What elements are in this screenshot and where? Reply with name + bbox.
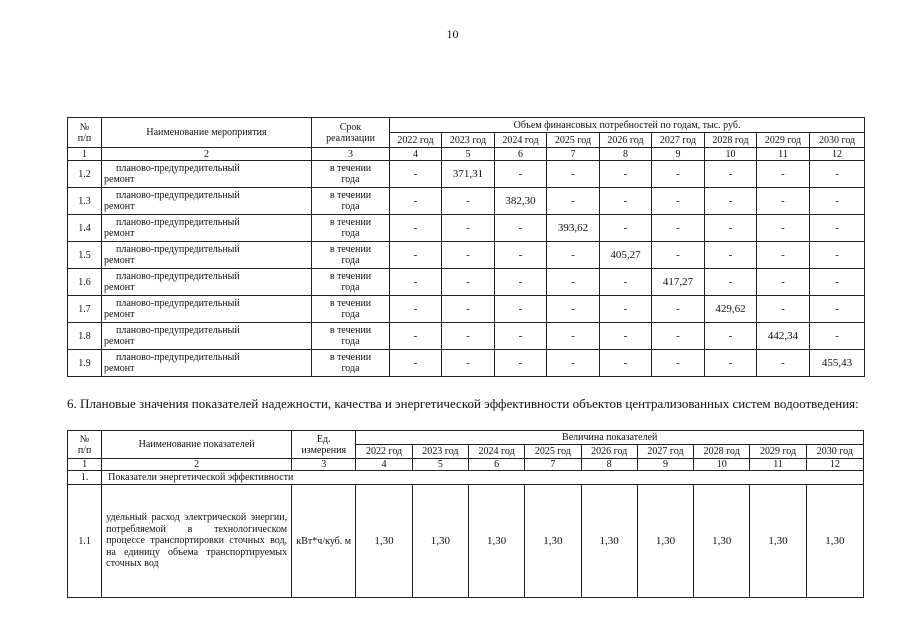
column-number: 10	[705, 148, 757, 161]
table-row	[68, 161, 865, 188]
event-name-line1: планово-предупредительный	[116, 298, 240, 309]
column-number: 9	[652, 148, 705, 161]
empty-value: -	[442, 296, 495, 323]
term-line1: в течении	[329, 298, 372, 309]
indicator-name: удельный расход электрической энергии, потребляемой в технологическом процессе транспортировки сточных вод, на единицу объема транспортируемых сточных вод	[102, 485, 292, 598]
event-name-line1: планово-предупредительный	[116, 190, 240, 201]
indicator-value: 1,30	[356, 485, 412, 598]
column-number: 4	[390, 148, 442, 161]
header-unit: Ед. измерения	[292, 431, 356, 459]
empty-value: -	[600, 215, 652, 242]
implementation-term	[312, 242, 390, 269]
empty-value: -	[390, 269, 442, 296]
indicator-value: 1,30	[581, 485, 637, 598]
term-line1: в течении	[329, 352, 372, 363]
row-num: 1.6	[68, 269, 102, 296]
event-name-line1: планово-предупредительный	[116, 163, 240, 174]
financial-value: 455,43	[810, 350, 865, 377]
implementation-term	[312, 215, 390, 242]
year-header: 2028 год	[694, 445, 750, 459]
empty-value: -	[547, 242, 600, 269]
year-header: 2023 год	[412, 445, 468, 459]
year-header: 2027 год	[637, 445, 693, 459]
empty-value: -	[652, 215, 705, 242]
header-volume: Объем финансовых потребностей по годам, тыс. руб.	[390, 118, 865, 133]
page-number: 10	[446, 27, 459, 41]
row-num: 1.4	[68, 215, 102, 242]
year-header: 2029 год	[757, 133, 810, 148]
empty-value: -	[442, 350, 495, 377]
empty-value: -	[495, 296, 547, 323]
event-name-line2: ремонт	[104, 201, 135, 212]
empty-value: -	[600, 296, 652, 323]
column-number: 9	[637, 459, 693, 471]
empty-value: -	[652, 161, 705, 188]
year-header: 2023 год	[442, 133, 495, 148]
table-row	[68, 269, 865, 296]
year-header: 2022 год	[356, 445, 412, 459]
empty-value: -	[705, 215, 757, 242]
empty-value: -	[390, 242, 442, 269]
empty-value: -	[442, 242, 495, 269]
term-line1: в течении	[329, 271, 372, 282]
empty-value: -	[547, 161, 600, 188]
empty-value: -	[757, 188, 810, 215]
empty-value: -	[810, 323, 865, 350]
column-number: 4	[356, 459, 412, 471]
event-name	[102, 215, 312, 242]
event-name-line2: ремонт	[104, 336, 135, 347]
row-num: 1.5	[68, 242, 102, 269]
term-line2: года	[341, 201, 360, 212]
column-number: 11	[757, 148, 810, 161]
empty-value: -	[757, 215, 810, 242]
empty-value: -	[705, 269, 757, 296]
row-num: 1.2	[68, 161, 102, 188]
indicator-value: 1,30	[468, 485, 524, 598]
year-header: 2025 год	[547, 133, 600, 148]
column-number: 7	[525, 459, 581, 471]
empty-value: -	[652, 242, 705, 269]
empty-value: -	[705, 161, 757, 188]
year-header: 2030 год	[810, 133, 865, 148]
empty-value: -	[495, 242, 547, 269]
empty-value: -	[442, 188, 495, 215]
table-row	[68, 350, 865, 377]
empty-value: -	[547, 188, 600, 215]
financial-value: 382,30	[495, 188, 547, 215]
indicator-value: 1,30	[806, 485, 863, 598]
event-name-line1: планово-предупредительный	[116, 217, 240, 228]
term-line1: в течении	[329, 190, 372, 201]
empty-value: -	[495, 161, 547, 188]
table-row	[68, 215, 865, 242]
event-name-line2: ремонт	[104, 309, 135, 320]
column-number: 6	[495, 148, 547, 161]
financial-value: 405,27	[600, 242, 652, 269]
empty-value: -	[705, 323, 757, 350]
year-header: 2022 год	[390, 133, 442, 148]
year-header: 2030 год	[806, 445, 863, 459]
financial-value: 429,62	[705, 296, 757, 323]
empty-value: -	[600, 269, 652, 296]
section-name: Показатели энергетической эффективности	[102, 471, 864, 485]
row-num: 1.7	[68, 296, 102, 323]
financial-value: 393,62	[547, 215, 600, 242]
event-name-line2: ремонт	[104, 174, 135, 185]
column-number: 1	[68, 148, 102, 161]
empty-value: -	[600, 188, 652, 215]
column-number: 12	[806, 459, 863, 471]
implementation-term	[312, 323, 390, 350]
term-line2: года	[341, 309, 360, 320]
empty-value: -	[390, 296, 442, 323]
year-header: 2024 год	[468, 445, 524, 459]
event-name	[102, 269, 312, 296]
implementation-term	[312, 269, 390, 296]
column-number: 1	[68, 459, 102, 471]
event-name	[102, 242, 312, 269]
column-number: 12	[810, 148, 865, 161]
empty-value: -	[810, 188, 865, 215]
implementation-term	[312, 161, 390, 188]
event-name-line2: ремонт	[104, 228, 135, 239]
empty-value: -	[757, 350, 810, 377]
empty-value: -	[757, 242, 810, 269]
header-term: Срок реализации	[312, 118, 390, 148]
event-name-line2: ремонт	[104, 282, 135, 293]
empty-value: -	[390, 215, 442, 242]
year-header: 2024 год	[495, 133, 547, 148]
header-indicator-name: Наименование показателей	[102, 431, 292, 459]
event-name	[102, 188, 312, 215]
empty-value: -	[547, 323, 600, 350]
year-header: 2028 год	[705, 133, 757, 148]
empty-value: -	[442, 323, 495, 350]
term-line1: в течении	[329, 163, 372, 174]
empty-value: -	[810, 269, 865, 296]
indicator-value: 1,30	[412, 485, 468, 598]
event-name-line1: планово-предупредительный	[116, 244, 240, 255]
column-number: 3	[312, 148, 390, 161]
column-number: 2	[102, 459, 292, 471]
empty-value: -	[705, 188, 757, 215]
row-num: 1.8	[68, 323, 102, 350]
row-num: 1.3	[68, 188, 102, 215]
financial-needs-table	[67, 117, 865, 377]
empty-value: -	[547, 296, 600, 323]
column-number: 10	[694, 459, 750, 471]
empty-value: -	[390, 323, 442, 350]
empty-value: -	[652, 296, 705, 323]
indicator-value: 1,30	[637, 485, 693, 598]
term-line1: в течении	[329, 217, 372, 228]
header-name: Наименование мероприятия	[102, 118, 312, 148]
term-line2: года	[341, 255, 360, 266]
event-name-line1: планово-предупредительный	[116, 352, 240, 363]
event-name-line2: ремонт	[104, 255, 135, 266]
empty-value: -	[390, 161, 442, 188]
table-row	[68, 188, 865, 215]
year-header: 2029 год	[750, 445, 806, 459]
empty-value: -	[757, 161, 810, 188]
event-name	[102, 161, 312, 188]
term-line2: года	[341, 336, 360, 347]
section-num: 1.	[68, 471, 102, 485]
column-number: 5	[412, 459, 468, 471]
empty-value: -	[600, 161, 652, 188]
financial-value: 417,27	[652, 269, 705, 296]
indicator-value: 1,30	[750, 485, 806, 598]
implementation-term	[312, 296, 390, 323]
event-name	[102, 350, 312, 377]
empty-value: -	[810, 215, 865, 242]
empty-value: -	[810, 161, 865, 188]
empty-value: -	[495, 269, 547, 296]
empty-value: -	[757, 269, 810, 296]
empty-value: -	[705, 242, 757, 269]
table-row	[68, 323, 865, 350]
empty-value: -	[652, 350, 705, 377]
implementation-term	[312, 350, 390, 377]
year-header: 2026 год	[600, 133, 652, 148]
event-name	[102, 296, 312, 323]
header-num: № п/п	[68, 431, 102, 459]
empty-value: -	[757, 296, 810, 323]
term-line2: года	[341, 228, 360, 239]
column-number: 6	[468, 459, 524, 471]
year-header: 2027 год	[652, 133, 705, 148]
column-number: 7	[547, 148, 600, 161]
row-num: 1.1	[68, 485, 102, 598]
empty-value: -	[810, 242, 865, 269]
empty-value: -	[442, 215, 495, 242]
empty-value: -	[652, 188, 705, 215]
column-number: 3	[292, 459, 356, 471]
term-line2: года	[341, 363, 360, 374]
term-line1: в течении	[329, 325, 372, 336]
empty-value: -	[810, 296, 865, 323]
empty-value: -	[390, 350, 442, 377]
year-header: 2026 год	[581, 445, 637, 459]
empty-value: -	[495, 323, 547, 350]
year-header: 2025 год	[525, 445, 581, 459]
empty-value: -	[495, 350, 547, 377]
implementation-term	[312, 188, 390, 215]
header-value: Величина показателей	[356, 431, 864, 445]
term-line2: года	[341, 282, 360, 293]
financial-value: 371,31	[442, 161, 495, 188]
term-line1: в течении	[329, 244, 372, 255]
section-6-title: 6. Плановые значения показателей надежности, качества и энергетической эффективности объектов централизованных систем водоотведения:	[67, 396, 859, 411]
empty-value: -	[442, 269, 495, 296]
empty-value: -	[705, 350, 757, 377]
empty-value: -	[652, 323, 705, 350]
column-number: 8	[600, 148, 652, 161]
indicator-value: 1,30	[694, 485, 750, 598]
column-number: 5	[442, 148, 495, 161]
empty-value: -	[547, 350, 600, 377]
event-name-line2: ремонт	[104, 363, 135, 374]
event-name	[102, 323, 312, 350]
financial-value: 442,34	[757, 323, 810, 350]
term-line2: года	[341, 174, 360, 185]
indicators-table	[67, 430, 864, 598]
table-row	[68, 242, 865, 269]
indicator-unit: кВт*ч/куб. м	[292, 485, 356, 598]
empty-value: -	[495, 215, 547, 242]
empty-value: -	[390, 188, 442, 215]
empty-value: -	[547, 269, 600, 296]
table-row	[68, 296, 865, 323]
row-num: 1.9	[68, 350, 102, 377]
indicator-value: 1,30	[525, 485, 581, 598]
column-number: 8	[581, 459, 637, 471]
empty-value: -	[600, 323, 652, 350]
event-name-line1: планово-предупредительный	[116, 325, 240, 336]
header-num: № п/п	[68, 118, 102, 148]
column-number: 11	[750, 459, 806, 471]
empty-value: -	[600, 350, 652, 377]
column-number: 2	[102, 148, 312, 161]
event-name-line1: планово-предупредительный	[116, 271, 240, 282]
